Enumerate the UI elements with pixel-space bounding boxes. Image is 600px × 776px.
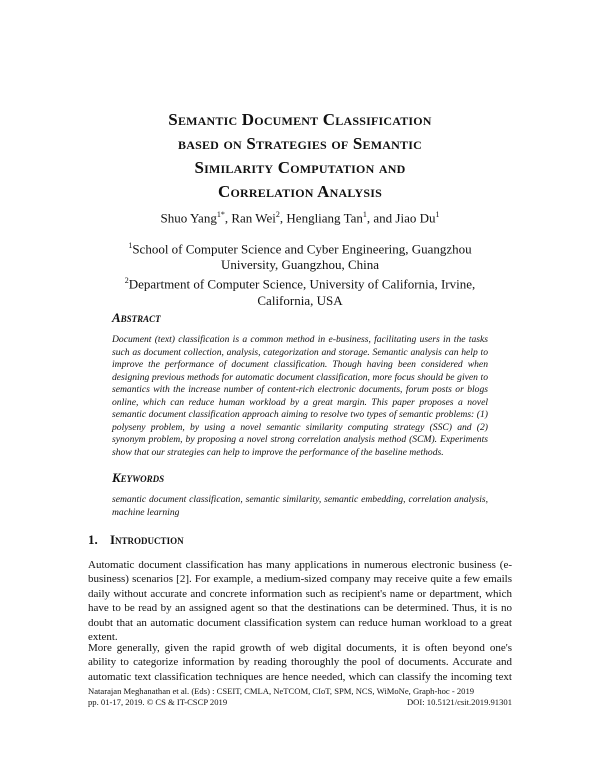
body-paragraph: More generally, given the rapid growth of web digital documents, it is often beyond one's ability to categorize information by reading thoroughly the pool of documents. Accurate and automatic text classification techniques are hence needed, which can classify the incoming text xyxy=(88,642,512,683)
author-name: Jiao Du xyxy=(395,210,436,226)
author-name: Hengliang Tan xyxy=(286,210,363,226)
page-footer xyxy=(88,686,512,708)
title-line: based on Strategies of Semantic xyxy=(178,134,422,153)
abstract-heading: Abstract xyxy=(112,310,161,325)
author-affil-mark: 1* xyxy=(216,210,225,219)
footer-row xyxy=(88,697,512,708)
affiliation-mark: 2 xyxy=(124,276,129,286)
author-affil-mark: 2 xyxy=(275,210,280,219)
author-name: Shuo Yang xyxy=(160,210,217,226)
title-line: Correlation Analysis xyxy=(218,182,382,201)
footer-proceedings: Natarajan Meghanathan et al. (Eds) : CSEIT, CMLA, NeTCOM, CIoT, SPM, NCS, WiMoNe, Graph-hoc - 2019 xyxy=(88,686,475,696)
paper-title xyxy=(110,108,490,204)
keywords-heading: Keywords xyxy=(112,470,165,485)
affiliation xyxy=(100,273,500,308)
author-list: Shuo Yang$^{1*}$, Ran Wei$^2$, Hengliang Tan$^1$, and Jiao Du$^1$ xyxy=(160,210,440,226)
abstract-text: Document (text) classification is a common method in e-business, facilitating users in the tasks such as document collection, analysis, categorization and storage. Semantic analysis can help to improve the performance of document classification. Though having been considered when designing previous methods for automatic document classification, more focus should be given to semantics with the increase number of content-rich electronic documents, forum posts or blogs online, which can reduce human workload by a great margin. This paper proposes a novel semantic document classification approach aiming to resolve two types of semantic problems: (1) polyseny problem, by using a novel semantic similarity computing strategy (SSC) and (2) synonym problem, by proposing a novel strong correlation analysis method (SCM). Experiments show that our strategies can help to improve the performance of the baseline methods. xyxy=(112,334,488,458)
section-title: Introduction xyxy=(110,532,184,547)
footer-doi: DOI: 10.5121/csit.2019.91301 xyxy=(406,697,512,707)
author-affil-mark: 1 xyxy=(362,210,367,219)
section-heading xyxy=(88,532,184,548)
author-affil-mark: 1 xyxy=(435,210,440,219)
footer-pages-copyright: pp. 01-17, 2019. © CS & IT-CSCP 2019 xyxy=(88,697,228,707)
title-line: Similarity Computation and xyxy=(194,158,406,177)
body-paragraph: Automatic document classification has many applications in numerous electronic business (e-business) scenarios [2]. For example, a medium-sized company may receive quite a few emails daily without accurate and concrete information such as recipient's name or department, which have to be read by an assigned agent so that the destinations can be determined. Thus, it is no doubt that an automatic document classification system can reduce human workload to a great extent. xyxy=(88,559,512,644)
affiliation-text: Department of Computer Science, University of California, Irvine, California, USA xyxy=(128,276,476,308)
affiliation-text: School of Computer Science and Cyber Engineering, Guangzhou University, Guangzhou, China xyxy=(132,241,472,273)
section-number: 1. xyxy=(88,532,98,547)
author-name: Ran Wei xyxy=(231,210,276,226)
affiliation-list xyxy=(100,238,500,309)
affiliation-mark: 1 xyxy=(128,241,133,250)
keywords-text: semantic document classification, semantic similarity, semantic embedding, correlation analysis, machine learning xyxy=(112,494,488,518)
title-line: Semantic Document Classification xyxy=(168,110,432,129)
affiliation xyxy=(100,238,500,273)
